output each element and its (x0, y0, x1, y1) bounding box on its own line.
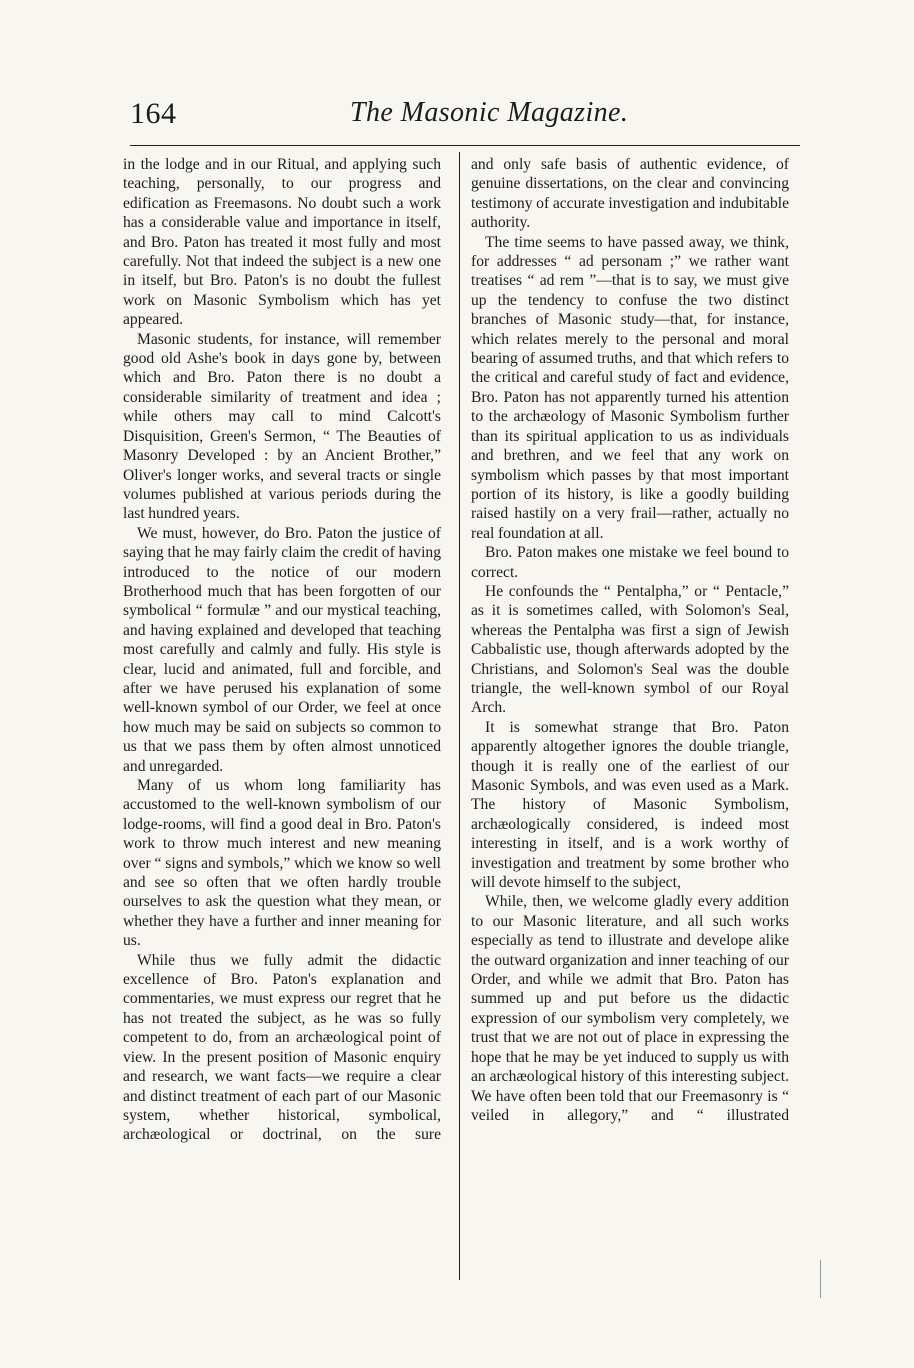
page-number: 164 (130, 97, 177, 130)
right-column (471, 155, 789, 1125)
paragraph: Many of us whom long familiarity has accustomed to the well-known symbolism of our lodge-rooms, will find a good deal in Bro. Paton's work to throw much interest and new meaning over “ signs and symbols,” which we know so well and see so often that we often hardly trouble ourselves to ask the question what they mean, or whether they have a further and inner meaning for us. (123, 777, 441, 950)
paragraph: Masonic students, for instance, will remember good old Ashe's book in days gone by, between which and Bro. Paton there is no doubt a considerable similarity of treatment and idea ; while others may call to mind Calcott's Disquisition, Green's Sermon, “ The Beauties of Masonry Developed : by an Ancient Brother,” Oliver's longer works, and several tracts or single volumes published at various periods during the last hundred years. (123, 330, 441, 523)
paragraph: and only safe basis of authentic evidence, of genuine dissertations, on the clear and convincing testimony of accurate investigation and indubitable authority. (471, 156, 789, 232)
header-rule (130, 145, 800, 146)
paragraph: in the lodge and in our Ritual, and applying such teaching, personally, to our progress and edification as Freemasons. No doubt such a work has a considerable value and importance in itself, and Bro. Paton has treated it most fully and most carefully. Not that indeed the subject is a new one in itself, but Bro. Paton's is no doubt the fullest work on Masonic Symbolism which has yet appeared. (123, 156, 441, 329)
paragraph: Bro. Paton makes one mistake we feel bound to correct. (471, 544, 789, 581)
paragraph: The time seems to have passed away, we think, for addresses “ ad personam ;” we rather want treatises “ ad rem ”—that is to say, we must give up the tendency to confuse the two distinct branches of Masonic study—that, for instance, which relates merely to the personal and moral bearing of assumed truths, and that which refers to the critical and careful study of fact and evidence, Bro. Paton has not apparently turned his attention to the archæology of Masonic Symbolism further than its spiritual application to us as individuals and brethren, and we feel that any work on symbolism which passes by that most important portion of its history, is like a goodly building raised hastily on a very frail—rather, actually no real foundation at all. (471, 233, 789, 542)
paragraph: We must, however, do Bro. Paton the justice of saying that he may fairly claim the credit of having introduced to the notice of our modern Brotherhood much that has been forgotten of our symbolical “ formulæ ” and our mystical teaching, and having explained and developed that teaching most carefully and calmly and fully. His style is clear, lucid and animated, full and forcible, and after we have perused his explanation of some well-known symbol of our Order, we feel at once how much may be said on subjects so common to us that we pass them by often almost unnoticed and unregarded. (123, 524, 441, 775)
column-divider (459, 152, 460, 1280)
running-title: The Masonic Magazine. (350, 97, 629, 128)
paragraph: He confounds the “ Pentalpha,” or “ Pentacle,” as it is sometimes called, with Solomon's Seal, whereas the Pentalpha was first a sign of Jewish Cabbalistic use, though afterwards adopted by the Christians, and Solomon's Seal was the double triangle, the well-known symbol of our Royal Arch. (471, 582, 789, 717)
page-header (0, 0, 914, 150)
paragraph: While, then, we welcome gladly every addition to our Masonic literature, and all such works especially as tend to illustrate and develope alike the outward organization and inner teaching of our Order, and while we admit that Bro. Paton has summed up and put before us the didactic expression of our symbolism very completely, we trust that we are not out of place in expressing the hope that he may be yet induced to supply us with an archæological history of this interesting subject. We have often been told that our Freemasonry is “ veiled in allegory,” and “ illustrated (471, 893, 789, 1124)
paragraph: It is somewhat strange that Bro. Paton apparently altogether ignores the double triangle, though it is really one of the earliest of our Masonic Symbols, and was even used as a Mark. The history of Masonic Symbolism, archæologically considered, is indeed most interesting in itself, and is a work worthy of investigation and treatment by some brother who will devote himself to the subject, (471, 718, 789, 892)
paragraph: While thus we fully admit the didactic excellence of Bro. Paton's explanation and commentaries, we must express our regret that he has not treated the subject, as he was so fully competent to do, from an archæological point of view. In the present position of Masonic enquiry and research, we want facts—we require a clear and distinct treatment of each part of our Masonic system, whether historical, symbolical, archæological or doctrinal, on the sure (123, 951, 441, 1144)
left-column (123, 155, 441, 1145)
margin-mark (820, 1260, 821, 1298)
